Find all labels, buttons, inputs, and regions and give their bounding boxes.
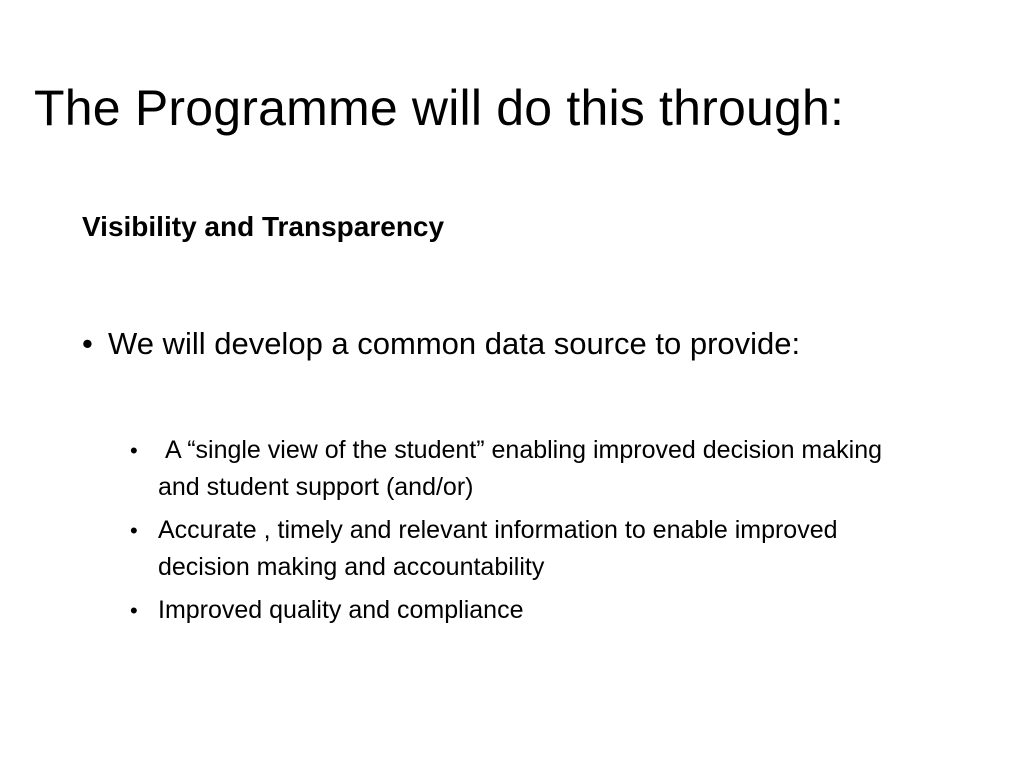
sub-bullet-marker: • xyxy=(130,518,138,543)
slide-title: The Programme will do this through: xyxy=(34,80,845,136)
sub-bullet-text: Improved quality and compliance xyxy=(158,596,524,624)
sub-bullet-marker: • xyxy=(130,438,138,463)
sub-bullet-text: Accurate , timely and relevant information to enable improved decision making and accountability xyxy=(158,516,838,581)
section-subheading: Visibility and Transparency xyxy=(82,211,445,242)
sub-bullet-item xyxy=(130,512,910,586)
bullet-text: We will develop a common data source to provide: xyxy=(108,326,801,361)
sub-bullet-marker: • xyxy=(130,598,138,623)
bullet-marker: • xyxy=(82,326,93,361)
sub-bullet-text: A “single view of the student” enabling improved decision making and student support (and/or) xyxy=(158,436,889,501)
bullet-item xyxy=(82,325,982,364)
sub-bullet-item xyxy=(130,432,910,506)
sub-bullet-list xyxy=(130,432,910,635)
sub-bullet-item xyxy=(130,592,910,629)
